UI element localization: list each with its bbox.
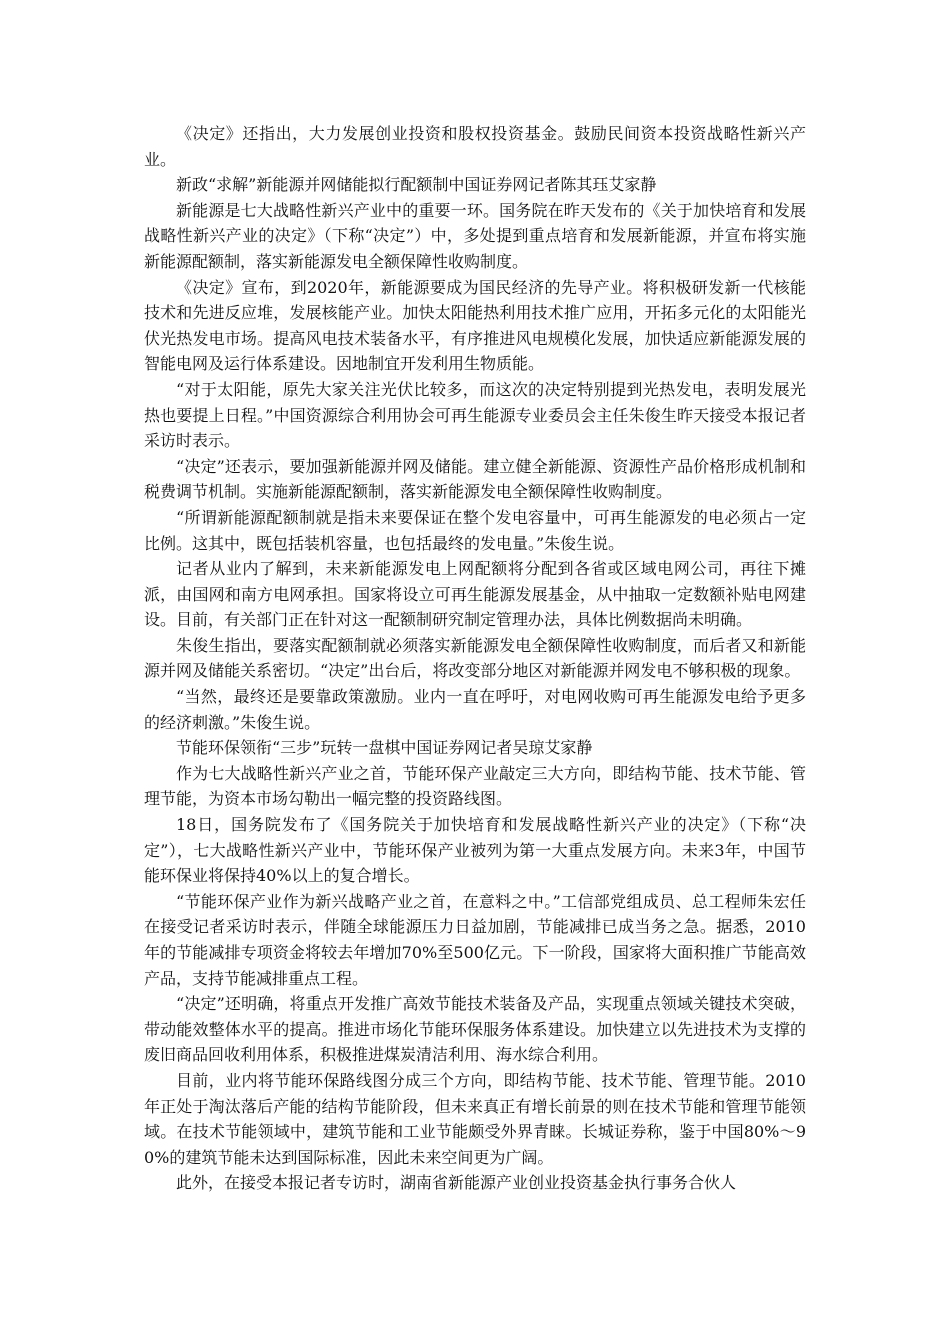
paragraph: “对于太阳能，原先大家关注光伏比较多，而这次的决定特别提到光热发电，表明发展光热也要提上日程。”中国资源综合利用协会可再生能源专业委员会主任朱俊生昨天接受本报记者采访时表示。	[144, 379, 806, 451]
paragraph: “当然，最终还是要靠政策激励。业内一直在呼吁，对电网收购可再生能源发电给予更多的经济刺激。”朱俊生说。	[144, 687, 806, 732]
article-heading: 新政“求解”新能源并网储能拟行配额制中国证券网记者陈其珏艾家静	[176, 175, 657, 195]
article-body	[144, 121, 806, 1196]
paragraph: 《决定》还指出，大力发展创业投资和股权投资基金。鼓励民间资本投资战略性新兴产业。	[144, 124, 806, 169]
paragraph: 作为七大战略性新兴产业之首，节能环保产业敲定三大方向，即结构节能、技术节能、管理节能，为资本市场勾勒出一幅完整的投资路线图。	[144, 763, 806, 809]
article-heading: 节能环保领衔“三步”玩转一盘棋中国证券网记者吴琼艾家静	[176, 738, 593, 758]
paragraph: “决定”还表示，要加强新能源并网及储能。建立健全新能源、资源性产品价格形成机制和税费调节机制。实施新能源配额制，落实新能源发电全额保障性收购制度。	[144, 456, 806, 502]
paragraph: “决定”还明确，将重点开发推广高效节能技术装备及产品，实现重点领域关键技术突破，带动能效整体水平的提高。推进市场化节能环保服务体系建设。加快建立以先进技术为支撑的废旧商品回收利用体系，积极推进煤炭清洁利用、海水综合利用。	[144, 994, 806, 1065]
paragraph: 此外，在接受本报记者专访时，湖南省新能源产业创业投资基金执行事务合伙人	[176, 1173, 737, 1193]
paragraph: “节能环保产业作为新兴战略产业之首，在意料之中。”工信部党组成员、总工程师朱宏任在接受记者采访时表示，伴随全球能源压力日益加剧，节能减排已成当务之急。据悉，2010年的节能减排专项资金将较去年增加70%至500亿元。下一阶段，国家将大面积推广节能高效产品，支持节能减排重点工程。	[144, 891, 806, 988]
paragraph: 18日，国务院发布了《国务院关于加快培育和发展战略性新兴产业的决定》（下称“决定”），七大战略性新兴产业中，节能环保产业被列为第一大重点发展方向。未来3年，中国节能环保业将保持40%以上的复合增长。	[144, 815, 806, 886]
paragraph: 朱俊生指出，要落实配额制就必须落实新能源发电全额保障性收购制度，而后者又和新能源并网及储能关系密切。“决定”出台后，将改变部分地区对新能源并网发电不够积极的现象。	[144, 635, 806, 681]
paragraph: “所谓新能源配额制就是指未来要保证在整个发电容量中，可再生能源发的电必须占一定比例。这其中，既包括装机容量，也包括最终的发电量。”朱俊生说。	[144, 507, 806, 553]
paragraph: 目前，业内将节能环保路线图分成三个方向，即结构节能、技术节能、管理节能。2010年正处于淘汰落后产能的结构节能阶段，但未来真正有增长前景的则在技术节能和管理节能领域。在技术节能领域中，建筑节能和工业节能颇受外界青睐。长城证券称，鉴于中国80%～90%的建筑节能未达到国际标准，因此未来空间更为广阔。	[144, 1070, 806, 1167]
paragraph: 记者从业内了解到，未来新能源发电上网配额将分配到各省或区域电网公司，再往下摊派，由国网和南方电网承担。国家将设立可再生能源发展基金，从中抽取一定数额补贴电网建设。目前，有关部门正在针对这一配额制研究制定管理办法，具体比例数据尚未明确。	[144, 559, 806, 630]
paragraph: 《决定》宣布，到2020年，新能源要成为国民经济的先导产业。将积极研发新一代核能技术和先进反应堆，发展核能产业。加快太阳能热利用技术推广应用，开拓多元化的太阳能光伏光热发电市场。提高风电技术装备水平，有序推进风电规模化发展，加快适应新能源发展的智能电网及运行体系建设。因地制宜开发利用生物质能。	[144, 277, 806, 374]
paragraph: 新能源是七大战略性新兴产业中的重要一环。国务院在昨天发布的《关于加快培育和发展战略性新兴产业的决定》（下称“决定”）中，多处提到重点培育和发展新能源，并宣布将实施新能源配额制，落实新能源发电全额保障性收购制度。	[144, 200, 806, 271]
